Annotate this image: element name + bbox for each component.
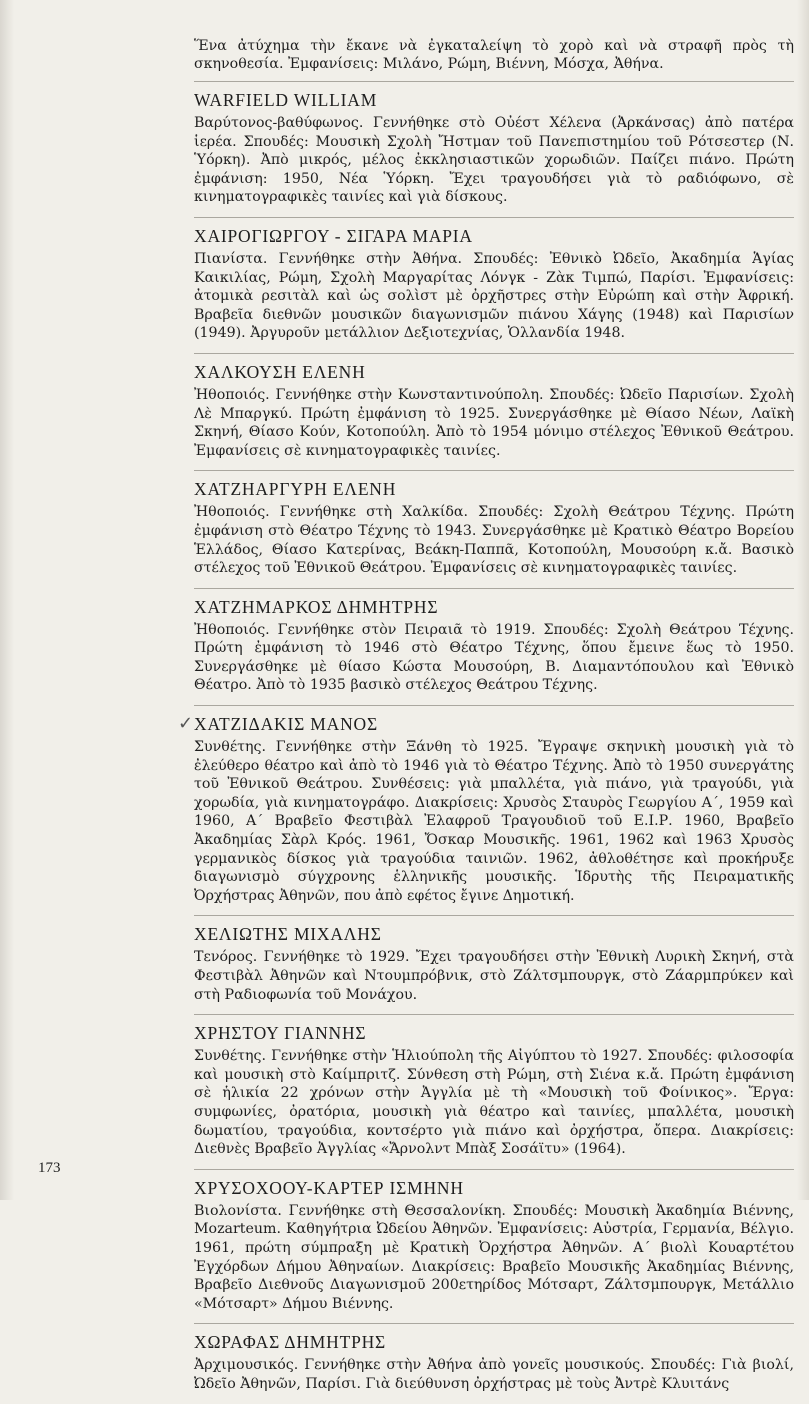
entry-text: Πιανίστα. Γεννήθηκε στὴν Ἀθήνα. Σπουδές: Ἐθνικὸ Ὠδεῖο, Ἀκαδημία Ἁγίας Καικιλίας, Ρώμη, Σχολὴ Μαργαρίτας Λόνγκ - Ζὰκ Τιμπώ, Παρίσι. Ἐμφανίσεις: ἀτομικὰ ρεσιτὰλ καὶ ὡς σολὶστ μὲ ὀρχῆστρες στὴν Εὐρώπη καὶ στὴν Ἀφρική. Βραβεῖα διεθνῶν μουσικῶν διαγωνισμῶν πιάνου Χάγης (1948) καὶ Παρισίων (1949). Ἀργυροῦν μετάλλιον Δεξιοτεχνίας, Ὁλλανδία 1948. — [194, 250, 794, 342]
divider — [194, 470, 794, 471]
entry-text: Ἠθοποιός. Γεννήθηκε στὸν Πειραιᾶ τὸ 1919. Σπουδές: Σχολὴ Θεάτρου Τέχνης. Πρώτη ἐμφάνιση τὸ 1946 στὸ Θέατρο Τέχνης, ὅπου ἔμεινε ἕως τὸ 1950. Συνεργάσθηκε μὲ θίασο Κώστα Μουσούρη, Β. Διαμαντόπουλου καὶ Ἐθνικὸ Θέατρο. Ἀπὸ τὸ 1935 βασικὸ στέλεχος Θεάτρου Τέχνης. — [194, 621, 794, 694]
entry-name: ΧΑΙΡΟΓΙΩΡΓΟΥ - ΣΙΓΑΡΑ ΜΑΡΙΑ — [194, 225, 473, 246]
page-number: 173 — [38, 1160, 61, 1176]
entry — [194, 479, 794, 577]
checkmark-icon: ✓ — [178, 713, 194, 735]
entry — [194, 1178, 794, 1314]
entry-name: ΧΑΤΖΗΑΡΓΥΡΗ ΕΛΕΝΗ — [194, 479, 397, 500]
entry-name: ΧΡΥΣΟΧΟΟΥ-ΚΑΡΤΕΡ ΙΣΜΗΝΗ — [194, 1177, 464, 1198]
entry-text: Συνθέτης. Γεννήθηκε στὴν Ἡλιούπολη τῆς Αἰγύπτου τὸ 1927. Σπουδές: φιλοσοφία καὶ μουσικὴ στὸ Καίμπριτζ. Σύνθεση στὴ Ρώμη, στὴ Σιένα κ.ἄ. Πρώτη ἐμφάνιση σὲ ἡλικία 22 χρόνων στὴν Ἀγγλία μὲ τὴ «Μουσικὴ τοῦ Φοίνικος». Ἔργα: συμφωνίες, ὀρατόρια, μουσικὴ γιὰ θέατρο καὶ ταινίες, μπαλλέτα, μουσικὴ δωματίου, τραγούδια, κοντσέρτο γιὰ πιάνο καὶ ὀρχήστρα, ὄπερα. Διακρίσεις: Διεθνὲς Βραβεῖο Ἀγγλίας «Ἄρνολντ Μπὰξ Σοσάϊτυ» (1964). — [194, 1048, 794, 1158]
entry — [194, 226, 794, 343]
entry-name — [178, 713, 794, 735]
entry-name: ΧΕΛΙΩΤΗΣ ΜΙΧΑΛΗΣ — [194, 924, 382, 945]
divider — [194, 588, 794, 589]
entry — [194, 597, 794, 695]
entry-text: Ἀρχιμουσικός. Γεννήθηκε στὴν Ἀθήνα ἀπὸ γονεῖς μουσικούς. Σπουδές: Γιὰ βιολί, Ὠδεῖο Ἀθηνῶν, Παρίσι. Γιὰ διεύθυνση ὀρχήστρας μὲ τοὺς Ἀντρὲ Κλυιτάνς — [194, 1357, 794, 1392]
entry-text: Ἠθοποιός. Γεννήθηκε στὴ Χαλκίδα. Σπουδές: Σχολὴ Θεάτρου Τέχνης. Πρώτη ἐμφάνιση στὸ Θέατρο Τέχνης τὸ 1943. Συνεργάσθηκε μὲ Κρατικὸ Θέατρο Βορείου Ἑλλάδος, Θίασο Κατερίνας, Βεάκη-Παππᾶ, Κοτοπούλη, Μουσούρη κ.ἄ. Βασικὸ στέλεχος τοῦ Ἐθνικοῦ Θεάτρου. Ἐμφανίσεις σὲ κινηματογραφικὲς ταινίες. — [194, 504, 794, 577]
entry-text: Βιολονίστα. Γεννήθηκε στὴ Θεσσαλονίκη. Σπουδές: Μουσικὴ Ἀκαδημία Βιέννης, Mozarteum. Καθηγήτρια Ὠδείου Ἀθηνῶν. Ἐμφανίσεις: Αὐστρία, Γερμανία, Βέλγιο. 1961, πρώτη σύμπραξη μὲ Κρατικὴ Ὀρχήστρα Ἀθηνῶν. Α΄ βιολὶ Κουαρτέτου Ἐγχόρδων Δήμου Ἀθηναίων. Διακρίσεις: Βραβεῖο Μουσικῆς Ἀκαδημίας Βιέννης, Βραβεῖο Διεθνοῦς Διαγωνισμοῦ 200ετηρίδος Μότσαρτ, Ζάλτσμπουργκ, Μετάλλιο «Μότσαρτ» Δήμου Βιέννης. — [194, 1202, 794, 1312]
entry-name: ΧΡΗΣΤΟΥ ΓΙΑΝΝΗΣ — [194, 1023, 367, 1044]
entry — [194, 362, 794, 460]
divider — [194, 1014, 794, 1015]
entry — [194, 924, 794, 1004]
entry-text: Τενόρος. Γεννήθηκε τὸ 1929. Ἔχει τραγουδήσει στὴν Ἐθνικὴ Λυρικὴ Σκηνή, στὰ Φεστιβὰλ Ἀθηνῶν καὶ Ντουμπρόβνικ, στὸ Ζάλτσμπουργκ, στὸ Ζάαρμπρύκεν καὶ στὴ Ραδιοφωνία τοῦ Μονάχου. — [194, 949, 794, 1003]
entry-name: WARFIELD WILLIAM — [194, 90, 378, 110]
entry — [194, 1023, 794, 1159]
document-column — [178, 37, 794, 1404]
divider — [194, 1169, 794, 1170]
divider — [194, 705, 794, 706]
entry-text: Βαρύτονος-βαθύφωνος. Γεννήθηκε στὸ Οὐέστ Χέλενα (Ἀρκάνσας) ἀπὸ πατέρα ἱερέα. Σπουδές: Μουσικὴ Σχολὴ Ἤστμαν τοῦ Πανεπιστημίου τοῦ Ρότσεστερ (Ν. Ὑόρκη). Ἀπὸ μικρός, μέλος ἐκκλησιαστικῶν χορωδιῶν. Παίζει πιάνο. Πρώτη ἐμφάνιση: 1950, Νέα Ὑόρκη. Ἔχει τραγουδήσει γιὰ τὸ ραδιόφωνο, σὲ κινηματογραφικὲς ταινίες καὶ γιὰ δίσκους. — [194, 115, 794, 206]
entry-name: ΧΩΡΑΦΑΣ ΔΗΜΗΤΡΗΣ — [194, 1332, 387, 1353]
entry — [178, 713, 794, 905]
entry — [194, 1332, 794, 1393]
entry-text: Συνθέτης. Γεννήθηκε στὴν Ξάνθη τὸ 1925. Ἔγραψε σκηνικὴ μουσικὴ γιὰ τὸ ἐλεύθερο θέατρο καὶ ἀπὸ τὸ 1946 γιὰ τὸ Θέατρο Τέχνης. Ἀπὸ τὸ 1950 συνεργάτης τοῦ Ἐθνικοῦ Θεάτρου. Συνθέσεις: γιὰ μπαλλέτα, γιὰ πιάνο, γιὰ τραγούδι, γιὰ χορωδία, γιὰ κινηματογράφο. Διακρίσεις: Χρυσὸς Σταυρὸς Γεωργίου Α΄, 1959 καὶ 1960, Α΄ Βραβεῖο Φεστιβὰλ Ἐλαφροῦ Τραγουδιοῦ τοῦ Ε.Ι.Ρ. 1960, Βραβεῖο Ἀκαδημίας Σὰρλ Κρός. 1961, Ὄσκαρ Μουσικῆς. 1961, 1962 καὶ 1963 Χρυσὸς γερμανικὸς δίσκος γιὰ τραγούδια ταινιῶν. 1962, ἀθλοθέτησε καὶ προκήρυξε διαγωνισμὸ σύγχρονης ἑλληνικῆς μουσικῆς. Ἱδρυτὴς τῆς Πειραματικῆς Ὀρχήστρας Ἀθηνῶν, που ἀπὸ εφέτος ἔγινε Δημοτική. — [194, 739, 794, 904]
divider — [194, 217, 794, 218]
divider — [194, 915, 794, 916]
left-page-edge — [0, 0, 14, 1200]
entry-name-text: ΧΑΤΖΙΔΑΚΙΣ ΜΑΝΟΣ — [194, 714, 378, 735]
intro-paragraph: Ἕνα ἀτύχημα τὴν ἔκανε νὰ ἐγκαταλείψη τὸ χορὸ καὶ νὰ στραφῆ πρὸς τὴ σκηνοθεσία. Ἐμφανίσεις: Μιλάνο, Ρώμη, Βιέννη, Μόσχα, Ἀθήνα. — [194, 38, 794, 72]
divider — [194, 1323, 794, 1324]
entry-name: ΧΑΛΚΟΥΣΗ ΕΛΕΝΗ — [194, 361, 366, 382]
right-page-edge — [797, 0, 809, 1200]
entry-text: Ἠθοποιός. Γεννήθηκε στὴν Κωνσταντινούπολη. Σπουδές: Ὠδεῖο Παρισίων. Σχολὴ Λὲ Μπαργκύ. Πρώτη ἐμφάνιση τὸ 1925. Συνεργάσθηκε μὲ Θίασο Νέων, Λαϊκὴ Σκηνή, Θίασο Κούν, Κοτοπούλη. Ἀπὸ τὸ 1954 μόνιμο στέλεχος Ἐθνικοῦ Θεάτρου. Ἐμφανίσεις σὲ κινηματογραφικὲς ταινίες. — [194, 386, 794, 459]
divider — [194, 353, 794, 354]
divider — [194, 81, 794, 82]
entry-name: ΧΑΤΖΗΜΑΡΚΟΣ ΔΗΜΗΤΡΗΣ — [194, 596, 439, 617]
entry — [194, 90, 794, 207]
